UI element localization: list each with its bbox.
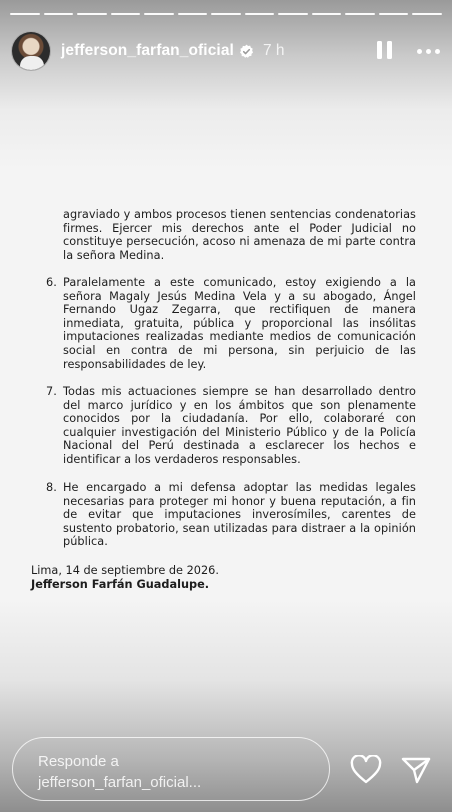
progress-segment bbox=[312, 13, 342, 15]
document-item-8 bbox=[46, 481, 416, 549]
document-signature-block bbox=[31, 564, 219, 592]
verified-badge-icon bbox=[239, 44, 254, 59]
heart-icon[interactable] bbox=[350, 755, 382, 785]
progress-segment bbox=[44, 13, 74, 15]
document-item-6 bbox=[46, 276, 416, 371]
progress-segment bbox=[10, 13, 40, 15]
pause-icon[interactable] bbox=[375, 41, 393, 61]
item-text: Todas mis actuaciones siempre se han desarrollado dentro del marco jurídico y en los ámbitos que son plenamente conocidos por la ciudadanía. Por ello, colaboraré con cualquier investigación del Ministerio Público y de la Policía Nacional del Perú destinada a esclarecer los hechos e identificar a los verdaderos responsables. bbox=[63, 385, 416, 466]
item-number: 6. bbox=[46, 276, 57, 289]
reply-input[interactable] bbox=[12, 737, 330, 801]
progress-segment bbox=[412, 13, 442, 15]
story-header bbox=[11, 30, 440, 72]
more-options-icon[interactable] bbox=[417, 49, 440, 54]
progress-segment bbox=[144, 13, 174, 15]
story-progress-bar bbox=[10, 13, 442, 15]
document-item-7 bbox=[46, 385, 416, 467]
username[interactable]: jefferson_farfan_oficial bbox=[61, 42, 234, 59]
item-text: Paralelamente a este comunicado, estoy exigiendo a la señora Magaly Jesús Medina Vela y a su abogado, Ángel Fernando Ugaz Zegarra, que rectifiquen de manera inmediata, gratuita, pública y proporcional las insólitas imputaciones realizadas mediante medios de comunicación social en contra de mi persona, sin perjuicio de las responsabilidades de ley. bbox=[63, 276, 416, 371]
progress-segment bbox=[379, 13, 409, 15]
item-text: He encargado a mi defensa adoptar las medidas legales necesarias para proteger mi honor y buena reputación, a fin de evitar que imputaciones inverosímiles, carentes de sustento probatorio, sean utilizadas para distraer a la opinión pública. bbox=[63, 481, 416, 549]
item-number: 8. bbox=[46, 481, 57, 494]
progress-segment bbox=[111, 13, 141, 15]
date-line: Lima, 14 de septiembre de 2026. bbox=[31, 564, 219, 577]
signature-name: Jefferson Farfán Guadalupe. bbox=[31, 578, 210, 591]
document-paragraph-continued: agraviado y ambos procesos tienen sentencias condenatorias firmes. Ejercer mis derechos ante el Poder Judicial no constituye persecución, acoso ni amenaza de mi parte contra la señora Medina. bbox=[63, 208, 416, 262]
progress-segment bbox=[278, 13, 308, 15]
avatar[interactable] bbox=[11, 31, 51, 71]
item-number: 7. bbox=[46, 385, 57, 398]
reply-placeholder-line1: Responde a bbox=[38, 753, 119, 770]
progress-segment bbox=[245, 13, 275, 15]
post-time: 7 h bbox=[262, 42, 285, 59]
progress-segment bbox=[77, 13, 107, 15]
reply-placeholder-line2: jefferson_farfan_oficial... bbox=[38, 774, 202, 791]
send-icon[interactable] bbox=[400, 754, 432, 786]
progress-segment bbox=[345, 13, 375, 15]
progress-segment bbox=[178, 13, 208, 15]
progress-segment bbox=[211, 13, 241, 15]
